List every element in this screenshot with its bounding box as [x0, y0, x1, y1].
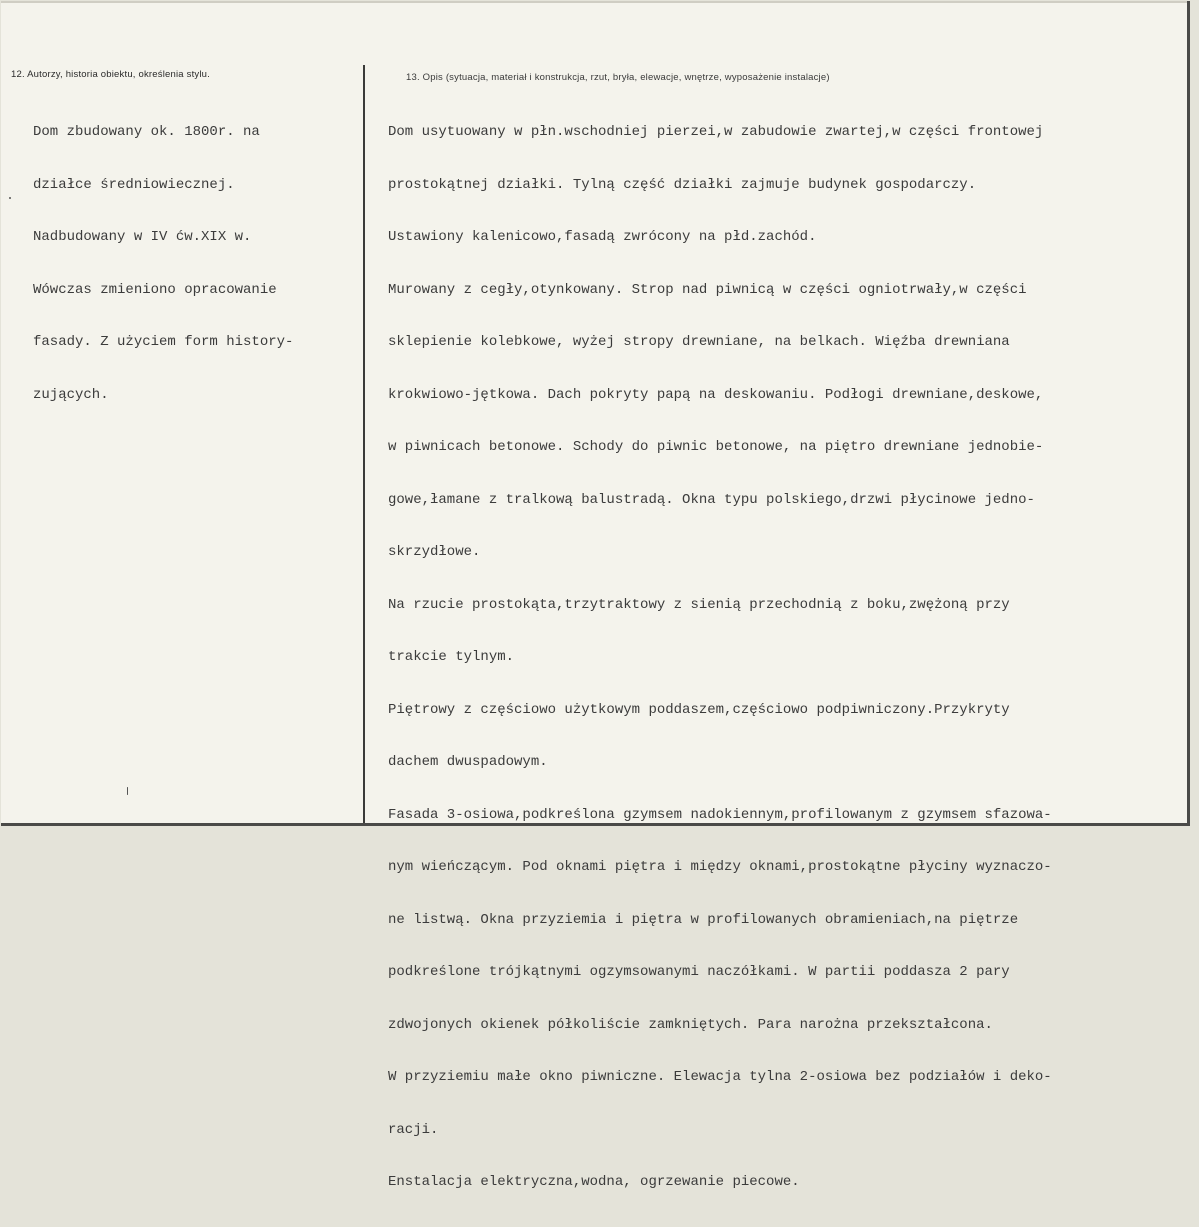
section-13-text: [388, 89, 1052, 1227]
section-13-header: 13. Opis (sytuacja, materiał i konstrukcja, rzut, bryła, elewacje, wnętrze, wyposażenie instalacje): [406, 72, 830, 83]
text-line: trakcie tylnym.: [388, 649, 515, 665]
text-line: Murowany z cegły,otynkowany. Strop nad piwnicą w części ogniotrwały,w części: [388, 281, 1027, 298]
text-line: fasady. Z użyciem form history-: [33, 334, 294, 350]
text-line: zujących.: [33, 386, 109, 403]
section-12-text: [33, 89, 293, 439]
text-line: zdwojonych okienek półkoliście zamkniętych. Para narożna przekształcona.: [388, 1016, 993, 1033]
text-line: w piwnicach betonowe. Schody do piwnic betonowe, na piętro drewniane jednobie-: [388, 439, 1044, 455]
text-line: działce średniowiecznej.: [33, 176, 235, 193]
text-line: Dom zbudowany ok. 1800r. na: [33, 124, 260, 140]
text-line: skrzydłowe.: [388, 544, 481, 560]
text-line: Dom usytuowany w płn.wschodniej pierzei,w zabudowie zwartej,w części frontowej: [388, 124, 1044, 140]
text-line: Ustawiony kalenicowo,fasadą zwrócony na płd.zachód.: [388, 229, 817, 245]
text-line: sklepienie kolebkowe, wyżej stropy drewniane, na belkach. Więźba drewniana: [388, 334, 1010, 350]
column-divider: [363, 65, 365, 823]
text-line: Piętrowy z częściowo użytkowym poddaszem,częściowo podpiwniczony.Przykryty: [388, 701, 1010, 718]
text-line: krokwiowo-jętkowa. Dach pokryty papą na deskowaniu. Podłogi drewniane,deskowe,: [388, 386, 1044, 403]
section-12-header: 12. Autorzy, historia obiektu, określenia stylu.: [11, 69, 210, 80]
inventory-card: [1, 1, 1190, 1190]
text-line: nym wieńczącym. Pod oknami piętra i między oknami,prostokątne płyciny wyznaczo-: [388, 859, 1052, 875]
text-line: prostokątnej działki. Tylną część działki zajmuje budynek gospodarczy.: [388, 176, 977, 193]
text-line: Wówczas zmieniono opracowanie: [33, 281, 277, 298]
text-line: racji.: [388, 1121, 439, 1138]
paper-speck: [9, 197, 11, 199]
text-line: W przyziemiu małe okno piwniczne. Elewacja tylna 2-osiowa bez podziałów i deko-: [388, 1069, 1052, 1085]
text-line: gowe,łamane z tralkową balustradą. Okna typu polskiego,drzwi płycinowe jedno-: [388, 491, 1035, 508]
text-line: Fasada 3-osiowa,podkreślona gzymsem nadokiennym,profilowanym z gzymsem sfazowa-: [388, 806, 1052, 823]
text-line: Nadbudowany w IV ćw.XIX w.: [33, 229, 252, 245]
text-line: Na rzucie prostokąta,trzytraktowy z sienią przechodnią z boku,zwężoną przy: [388, 596, 1010, 613]
text-line: ne listwą. Okna przyziemia i piętra w profilowanych obramieniach,na piętrze: [388, 911, 1019, 928]
text-line: dachem dwuspadowym.: [388, 754, 548, 770]
paper-speck: [127, 787, 128, 795]
text-line: podkreślone trójkątnymi ogzymsowanymi naczółkami. W partii poddasza 2 pary: [388, 964, 1010, 980]
top-rule: [1, 1, 1187, 3]
text-line: Enstalacja elektryczna,wodna, ogrzewanie piecowe.: [388, 1174, 800, 1190]
